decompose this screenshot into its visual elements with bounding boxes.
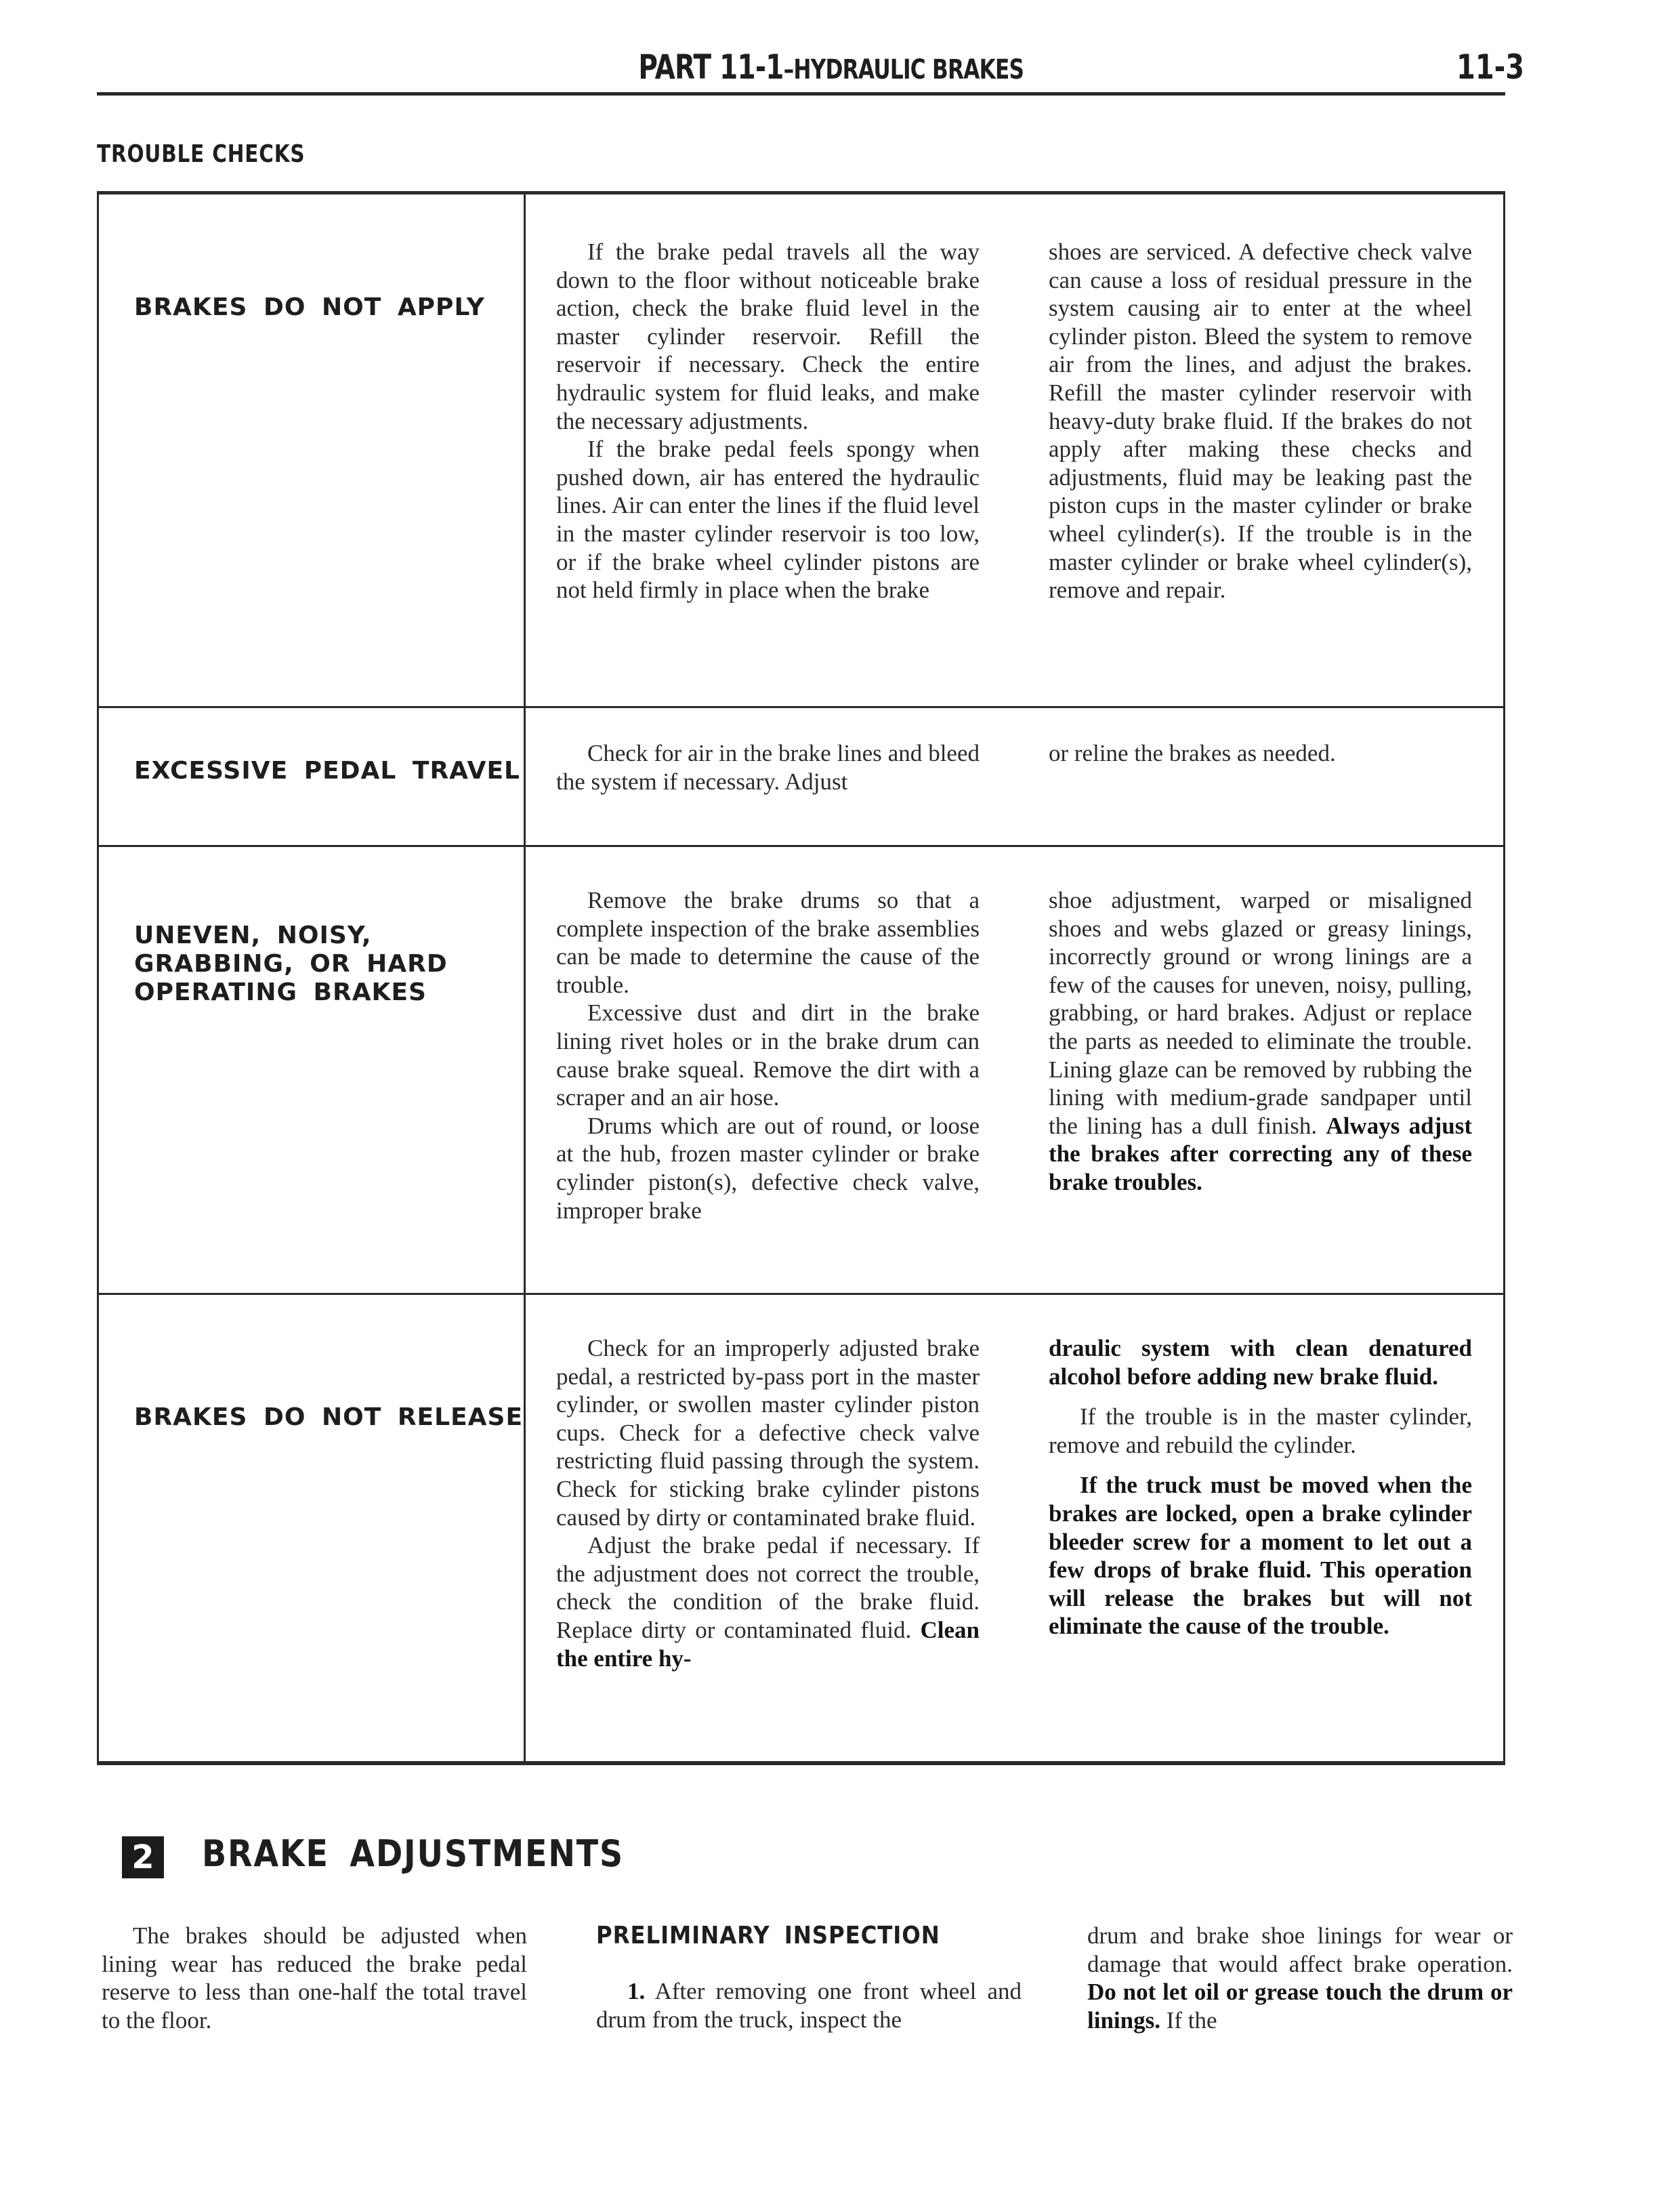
paragraph-text: drum and brake shoe linings for wear or damage that would affect brake operation.: [1087, 1922, 1513, 1977]
row-text-col-a: [556, 886, 980, 1224]
header-rule: [97, 92, 1505, 96]
emphasis-text: Clean the entire hy-: [556, 1616, 980, 1672]
section-number-badge: 2: [122, 1836, 164, 1878]
row-label: BRAKES DO NOT RELEASE: [134, 1403, 524, 1431]
paragraph: If the brake pedal feels spongy when pushed down, air has entered the hydraulic lines. Air can enter the lines if the fluid level in the master cylinder reservoir is too low, or if the brake wheel cylinder pistons are not held firmly in place when the brake: [556, 436, 980, 604]
part-number: PART 11-1: [638, 47, 784, 87]
paragraph: shoes are serviced. A defective check valve can cause a loss of residual pressure in the system causing air to enter at the wheel cylinder piston. Bleed the system to remove air from the lines, and adjust the brakes. Refill the master cylinder reservoir with heavy-duty brake fluid. If the brakes do not apply after making these checks and adjustments, fluid may be leaking past the piston cups in the master cylinder or brake wheel cylinder(s). If the trouble is in the master cylinder or brake wheel cylinder(s), remove and repair.: [1049, 239, 1472, 604]
paragraph: [1049, 886, 1472, 1197]
part-subtitle: HYDRAULIC BRAKES: [793, 54, 1024, 85]
row-text-col-a: [556, 1334, 980, 1672]
row-label: EXCESSIVE PEDAL TRAVEL: [134, 757, 520, 785]
section-title-brake-adjustments: BRAKE ADJUSTMENTS: [202, 1832, 624, 1875]
page-number: 11-3: [1456, 47, 1525, 87]
row-text-col-b: [1049, 739, 1472, 768]
table-row-brakes-do-not-apply: [99, 194, 1503, 706]
paragraph: If the trouble is in the master cylinder, remove and rebuild the cylinder.: [1049, 1403, 1472, 1458]
section2-intro-column: [102, 1922, 527, 2034]
row-label-line: OPERATING BRAKES: [134, 978, 427, 1006]
paragraph: Drums which are out of round, or loose at the hub, frozen master cylinder or brake cylinder piston(s), defective check valve, improper brake: [556, 1112, 980, 1224]
section-title-trouble-checks: TROUBLE CHECKS: [97, 140, 306, 168]
paragraph: [1087, 1922, 1513, 2034]
section2-step-column: [596, 1977, 1022, 2034]
paragraph-text: Adjust the brake pedal if necessary. If the adjustment does not correct the trouble, check the condition of the brake fluid. Replace dirty or contaminated fluid.: [556, 1532, 980, 1643]
row-text-col-a: [556, 238, 980, 604]
paragraph-text: After removing one front wheel and drum from the truck, inspect the: [596, 1978, 1022, 2033]
row-label-line: UNEVEN, NOISY,: [134, 922, 372, 949]
paragraph: Excessive dust and dirt in the brake lining rivet holes or in the brake drum can cause brake squeal. Remove the dirt with a scraper and an air hose.: [556, 999, 980, 1111]
paragraph: Remove the brake drums so that a complete inspection of the brake assemblies can be made to determine the cause of the trouble.: [556, 887, 980, 998]
step-number: 1.: [627, 1978, 646, 2004]
emphasis-text: Always adjust the brakes after correcting any of these brake troubles.: [1049, 1112, 1472, 1195]
table-row-brakes-do-not-release: [99, 1293, 1503, 1765]
paragraph: If the truck must be moved when the brakes are locked, open a brake cylinder bleeder screw for a moment to let out a few drops of brake fluid. This operation will release the brakes but will not eliminate the cause of the trouble.: [1049, 1472, 1472, 1640]
row-label-line: GRABBING, OR HARD: [134, 950, 448, 978]
paragraph-text: shoe adjustment, warped or misaligned shoes and webs glazed or greasy linings, incorrectly ground or wrong linings are a few of the causes for uneven, noisy, pulling, grabbing, or hard brakes. Adjust or replace the parts as needed to eliminate the trouble. Lining glaze can be removed by rubbing the lining with medium-grade sandpaper until the lining has a dull finish.: [1049, 887, 1472, 1139]
paragraph: draulic system with clean denatured alcohol before adding new brake fluid.: [1049, 1335, 1472, 1390]
paragraph-text-tail: If the: [1166, 2006, 1217, 2034]
section2-continuation-column: [1087, 1922, 1513, 2034]
paragraph: The brakes should be adjusted when lining wear has reduced the brake pedal reserve to less than one-half the total travel to the floor.: [102, 1922, 527, 2034]
paragraph: Check for an improperly adjusted brake pedal, a restricted by-pass port in the master cylinder, or swollen master cylinder piston cups. Check for a defective check valve restricting fluid passing through the system. Check for sticking brake cylinder pistons caused by dirty or contaminated brake fluid.: [556, 1335, 980, 1531]
header-dash: –: [783, 54, 794, 85]
row-label: BRAKES DO NOT APPLY: [134, 293, 485, 321]
trouble-checks-table: [97, 191, 1505, 1765]
paragraph: Check for air in the brake lines and bleed the system if necessary. Adjust: [556, 740, 980, 795]
paragraph: If the brake pedal travels all the way down to the floor without noticeable brake action, check the brake fluid level in the master cylinder reservoir. Refill the reservoir if necessary. Check the entire hydraulic system for fluid leaks, and make the necessary adjustments.: [556, 239, 980, 434]
table-row-uneven-noisy-grabbing: [99, 845, 1503, 1293]
paragraph: [596, 1977, 1022, 2034]
row-text-col-b: [1049, 238, 1472, 604]
page-header-title: [176, 47, 1486, 87]
subsection-title-preliminary-inspection: PRELIMINARY INSPECTION: [596, 1922, 940, 1949]
emphasis-text: Do not let oil or grease touch the drum or linings.: [1087, 1979, 1513, 2034]
table-row-excessive-pedal-travel: [99, 706, 1503, 845]
row-text-col-a: [556, 739, 980, 796]
row-text-col-b: [1049, 1334, 1472, 1640]
paragraph: [556, 1531, 980, 1672]
row-label: [134, 922, 448, 1007]
paragraph: or reline the brakes as needed.: [1049, 740, 1336, 766]
row-text-col-b: [1049, 886, 1472, 1197]
